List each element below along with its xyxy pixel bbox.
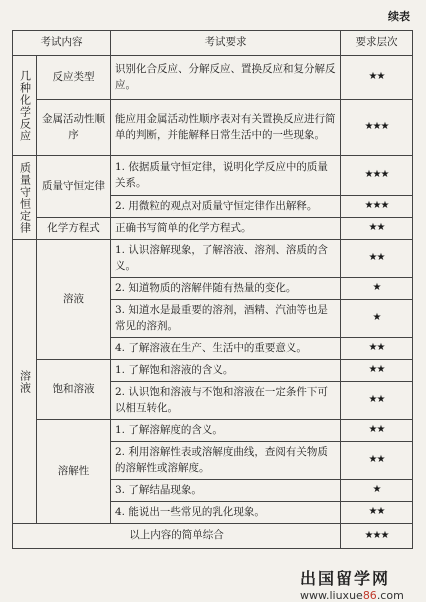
table-row [13,218,413,240]
watermark-url-prefix: www.liuxue [300,589,363,602]
table-row [13,420,413,442]
exam-requirements-table [12,30,413,549]
group-cell [13,56,37,156]
level-stars: ★★ [341,240,413,278]
requirement-text: 2. 用微粒的观点对质量守恒定律作出解释。 [111,196,341,218]
group-label: 几种化学反应 [18,69,32,142]
level-stars: ★★★ [341,100,413,156]
requirement-text: 2. 知道物质的溶解伴随有热量的变化。 [111,278,341,300]
level-stars: ★ [341,300,413,338]
header-row [13,31,413,56]
continued-label: 续表 [388,10,410,23]
table-row [13,156,413,196]
requirement-text: 识别化合反应、分解反应、置换反应和复分解反应。 [111,56,341,100]
requirement-text: 正确书写简单的化学方程式。 [111,218,341,240]
table-row [13,360,413,382]
level-stars: ★★ [341,420,413,442]
group-label: 溶液 [18,369,32,394]
sub-item: 质量守恒定律 [37,156,111,218]
level-stars: ★ [341,278,413,300]
table-row [13,56,413,100]
header-level: 要求层次 [341,31,413,56]
requirement-text: 2. 利用溶解性表或溶解度曲线，查阅有关物质的溶解性或溶解度。 [111,442,341,480]
level-stars: ★★ [341,502,413,524]
group-cell [13,156,37,240]
requirement-text: 1. 了解溶解度的含义。 [111,420,341,442]
level-stars: ★★ [341,442,413,480]
level-stars: ★★★ [341,524,413,549]
requirement-text: 能应用金属活动性顺序表对有关置换反应进行简单的判断，并能解释日常生活中的一些现象。 [111,100,341,156]
requirement-text: 2. 认识饱和溶液与不饱和溶液在一定条件下可以相互转化。 [111,382,341,420]
requirement-text: 4. 了解溶液在生产、生活中的重要意义。 [111,338,341,360]
watermark-logo [300,566,420,602]
watermark-url [300,589,420,602]
sub-item: 金属活动性顺序 [37,100,111,156]
sub-item: 饱和溶液 [37,360,111,420]
level-stars: ★★ [341,382,413,420]
table-row [13,240,413,278]
header-requirement: 考试要求 [111,31,341,56]
summary-row [13,524,413,549]
table-row [13,100,413,156]
sub-item: 溶液 [37,240,111,360]
group-label: 质量守恒定律 [18,161,32,234]
level-stars: ★★ [341,218,413,240]
level-stars: ★★★ [341,196,413,218]
watermark-url-suffix: .com [376,589,404,602]
requirement-text: 1. 依据质量守恒定律，说明化学反应中的质量关系。 [111,156,341,196]
watermark-brand: 出国留学网 [300,569,391,588]
level-stars: ★★ [341,338,413,360]
sub-item: 反应类型 [37,56,111,100]
requirement-text: 1. 了解饱和溶液的含义。 [111,360,341,382]
level-stars: ★ [341,480,413,502]
header-content: 考试内容 [13,31,111,56]
summary-text: 以上内容的简单综合 [13,524,341,549]
requirement-text: 3. 了解结晶现象。 [111,480,341,502]
level-stars: ★★ [341,56,413,100]
watermark-url-highlight: 86 [362,589,377,602]
group-cell [13,240,37,524]
requirement-text: 1. 认识溶解现象，了解溶液、溶剂、溶质的含义。 [111,240,341,278]
requirement-text: 4. 能说出一些常见的乳化现象。 [111,502,341,524]
level-stars: ★★ [341,360,413,382]
sub-item: 化学方程式 [37,218,111,240]
sub-item: 溶解性 [37,420,111,524]
requirement-text: 3. 知道水是最重要的溶剂，酒精、汽油等也是常见的溶剂。 [111,300,341,338]
level-stars: ★★★ [341,156,413,196]
